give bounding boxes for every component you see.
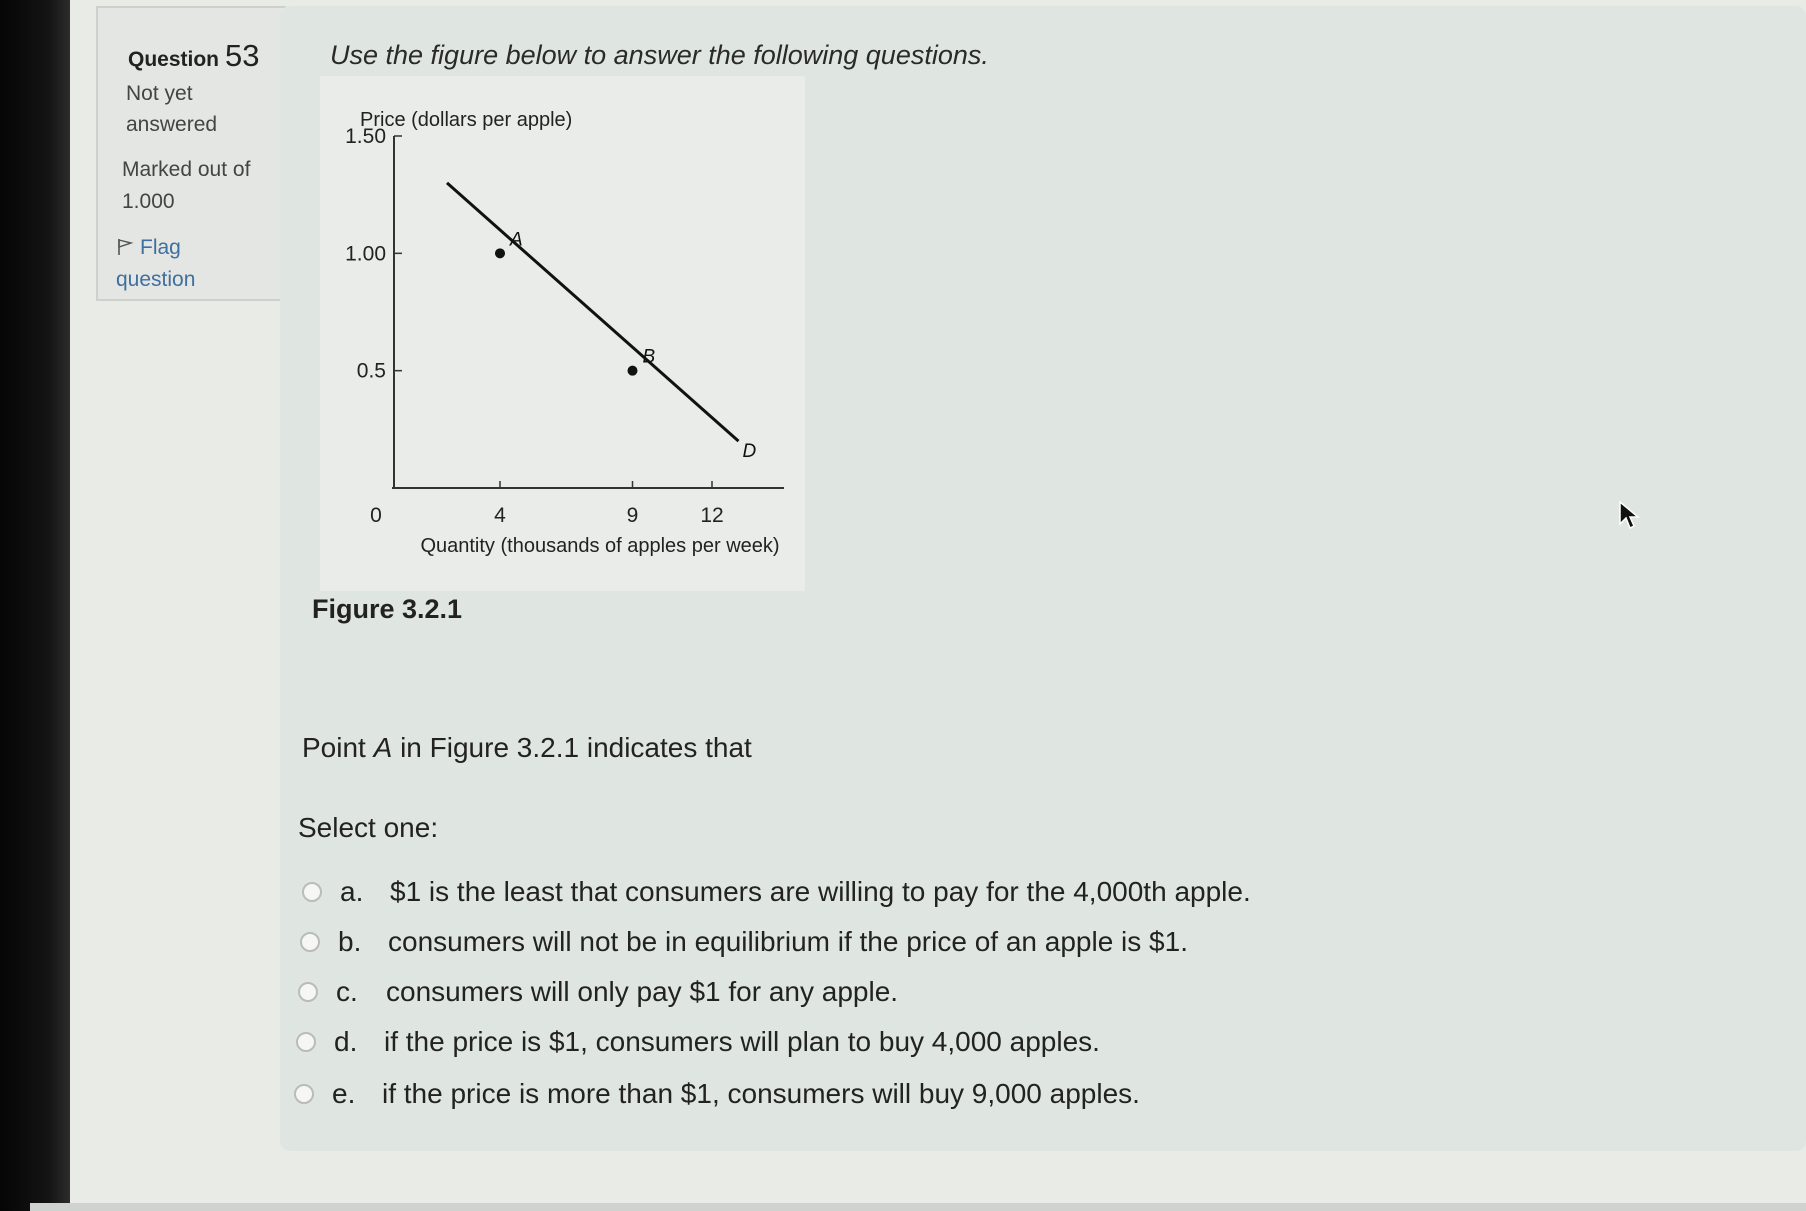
question-label-text: Question	[128, 48, 220, 71]
question-number: 53	[225, 38, 260, 73]
select-one-label: Select one:	[298, 812, 439, 843]
flag-question-link[interactable]	[116, 232, 266, 296]
option-letter: c.	[336, 976, 358, 1007]
question-prompt	[302, 732, 752, 764]
figure-caption: Figure 3.2.1	[312, 594, 463, 624]
demand-curve-label: D	[742, 441, 757, 463]
option-letter: b.	[338, 926, 362, 957]
prompt-suffix: in Figure 3.2.1 indicates that	[392, 732, 752, 763]
point-b-label: B	[642, 346, 656, 368]
radio-button-a[interactable]	[302, 882, 322, 902]
point-b-marker	[628, 366, 638, 376]
x-tick-label: 12	[700, 504, 724, 527]
question-intro: Use the figure below to answer the following questions.	[330, 40, 989, 70]
option-text: $1 is the least that consumers are willing to pay for the 4,000th apple.	[390, 876, 1251, 907]
question-label	[128, 38, 260, 74]
screen-bezel	[0, 0, 70, 1211]
answer-option-b[interactable]	[300, 922, 1188, 962]
option-text: if the price is $1, consumers will plan to buy 4,000 apples.	[384, 1026, 1100, 1057]
x-axis-label: Quantity (thousands of apples per week)	[420, 535, 780, 557]
question-status: Not yet answered	[126, 82, 218, 136]
y-axis-label: Price (dollars per apple)	[360, 109, 573, 131]
mouse-pointer-icon	[1618, 500, 1640, 532]
flag-question-label: Flag question	[116, 236, 196, 291]
x-tick-label: 9	[626, 504, 639, 527]
answer-option-c[interactable]	[298, 972, 898, 1012]
demand-curve	[447, 183, 739, 441]
option-letter: a.	[340, 876, 364, 907]
option-text: consumers will only pay $1 for any apple.	[386, 976, 899, 1007]
point-a-label: A	[510, 229, 523, 251]
answer-option-a[interactable]	[302, 872, 1251, 912]
x-tick-label: 0	[370, 504, 382, 527]
option-text: consumers will not be in equilibrium if the price of an apple is $1.	[388, 926, 1188, 957]
prompt-prefix: Point	[302, 732, 374, 763]
radio-button-c[interactable]	[298, 982, 318, 1002]
flag-icon	[116, 238, 134, 256]
question-grade: Marked out of 1.000	[122, 158, 251, 213]
y-tick-label: 0.5	[356, 359, 386, 383]
point-a-marker	[495, 248, 505, 258]
prompt-point: A	[373, 732, 393, 763]
demand-figure	[320, 76, 805, 591]
demand-chart	[320, 76, 805, 591]
y-tick-label: 1.00	[345, 242, 386, 266]
radio-button-e[interactable]	[294, 1084, 314, 1104]
x-tick-label: 4	[494, 504, 506, 527]
option-letter: e.	[332, 1078, 356, 1109]
answer-option-d[interactable]	[296, 1022, 1100, 1062]
y-tick-label: 1.50	[345, 125, 386, 148]
answer-option-e[interactable]	[294, 1074, 1140, 1114]
option-text: if the price is more than $1, consumers will buy 9,000 apples.	[382, 1078, 1140, 1109]
question-info-panel	[96, 6, 286, 301]
bottom-edge	[30, 1203, 1806, 1211]
quiz-page	[70, 0, 1806, 1211]
radio-button-d[interactable]	[296, 1032, 316, 1052]
radio-button-b[interactable]	[300, 932, 320, 952]
question-content	[280, 6, 1806, 1151]
option-letter: d.	[334, 1026, 358, 1057]
